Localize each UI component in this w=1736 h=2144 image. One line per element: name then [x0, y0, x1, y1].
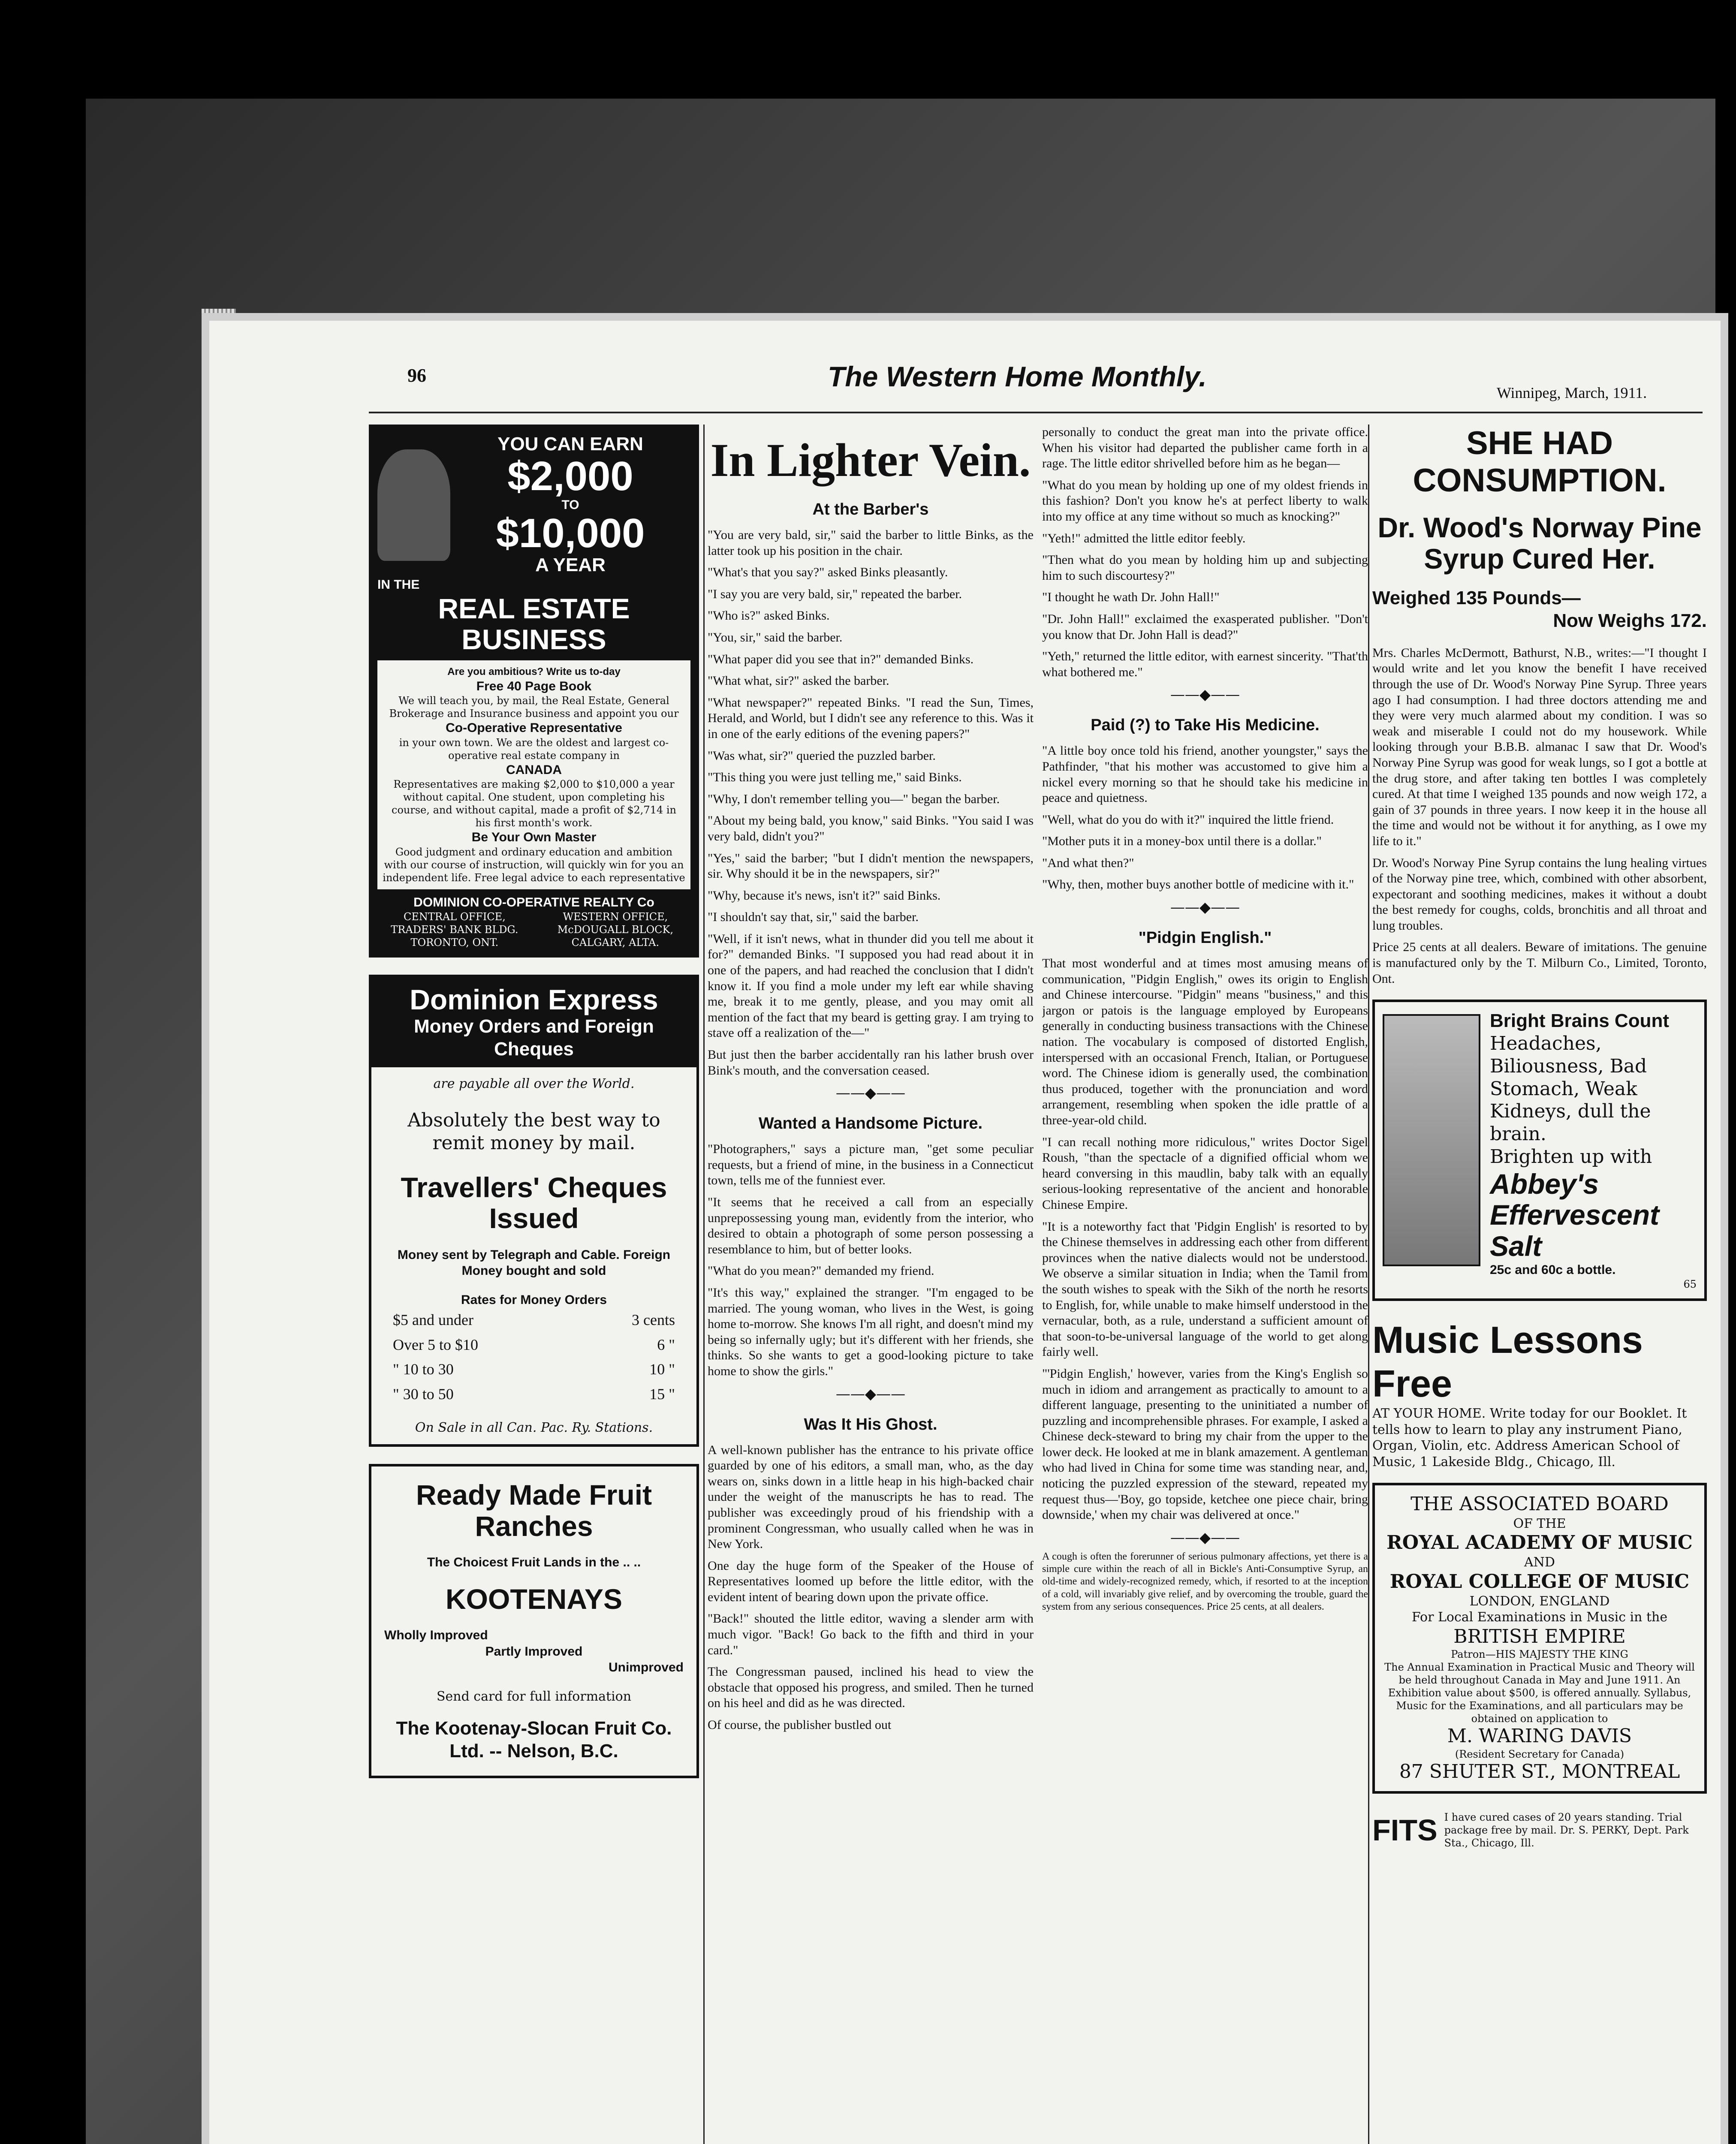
music-lessons-ad	[1372, 1318, 1707, 1470]
article-paragraph: "About my being bald, you know," said Binks. "You said I was very bald, didn't you?"	[708, 813, 1034, 843]
rate-row: Over 5 to $10 6 "	[393, 1336, 675, 1353]
ad-text: Good judgment and ordinary education and ambition with our course of instruction, will quickly win for you an independent life. Free legal advice to each representative	[383, 846, 685, 884]
ad-headline: Ready Made Fruit Ranches	[416, 1479, 652, 1542]
article-paragraph: "What paper did you see that in?" demanded Binks.	[708, 652, 974, 666]
ad-headline: ROYAL COLLEGE OF MUSIC	[1389, 1570, 1690, 1593]
article-paragraph: "Well, if it isn't news, what in thunder did you tell me about it for?" demanded Binks. "I supposed you had read about it in one of the papers, and had reached the conclusion that I didn't know it. If you find a mole under my left ear while shaving me, break it to me gently, please, and you may omit all mention of the fact that my beard is getting gray. I am trying to stave off a realization of the—"	[708, 931, 1034, 1040]
ad-headline: SHE HAD CONSUMPTION.	[1413, 425, 1667, 499]
article-paragraph: That most wonderful and at times most amusing means of communication, "Pidgin English," owes its origin to English and Chinese intercourse. "Pidgin" means "business," and this jargon or patois is the language employed by Europeans generally in conducting business transactions with the Chinese nation. The vocabulary is composed of distorted English, interspersed with an occasional French, Italian, or Portuguese word. The Chinese idiom is generally used, the combination thus produced, together with the pronunciation and word arrangement, resembling when spoken the idle prattle of a three-year-old child.	[1042, 956, 1368, 1127]
ornament-divider: ——◆——	[1170, 1529, 1240, 1546]
ad-text: Headaches, Biliousness, Bad Stomach, Weak Kidneys, dull the brain.	[1490, 1033, 1651, 1145]
ad-text: Representatives are making $2,000 to $10,000 a year without capital. One student, upon completing his course, and without capital, made a profit of $2,714 in his first month's work.	[392, 778, 676, 829]
rate-row: " 30 to 50 15 "	[393, 1385, 675, 1403]
rate-row: " 10 to 30 10 "	[393, 1361, 675, 1378]
portrait-image	[377, 449, 450, 561]
article-heading: Wanted a Handsome Picture.	[758, 1114, 983, 1133]
ad-column-left	[369, 425, 699, 2144]
ad-text: Unimproved	[608, 1660, 684, 1675]
article-paragraph: "I can recall nothing more ridiculous," writes Doctor Sigel Roush, "than the spectacle of a dignified official whom we heard conversing in this maudlin, baby talk with an equally serious-looking representative of the ancient and honorable Chinese Empire.	[1042, 1135, 1368, 1212]
ornament-divider: ——◆——	[1170, 899, 1240, 916]
article-paragraph: "What do you mean?" demanded my friend.	[708, 1264, 934, 1278]
ad-text: We will teach you, by mail, the Real Estate, General Brokerage and Insurance business and appoint you our	[389, 695, 679, 720]
ad-text: Be Your Own Master	[471, 830, 597, 845]
article-paragraph: "Yeth!" admitted the little editor feebly.	[1042, 531, 1246, 545]
ad-text: Mrs. Charles McDermott, Bathurst, N.B., writes:—"I thought I would write and let you know the benefit I have received through the use of Dr. Wood's Norway Pine Syrup. Three years ago I had consumption. I had three doctors attending me and they were very much alarmed about my condition. I was so weak and miserable I could not do my housework. While looking through your B.B.B. almanac I saw that Dr. Wood's Norway Pine Syrup was good for weak lungs, so I got a bottle at the drug store, and after taking ten bottles I was completely cured. At that time I weighed 135 pounds and now weigh 172, a gain of 37 pounds in three years. I now keep it in the house all the time and would not be without it for anything, as I owe my life to it."	[1372, 645, 1707, 848]
ad-amount: $2,000	[507, 453, 633, 499]
article-paragraph: "It's this way," explained the stranger. "I'm engaged to be married. The young woman, who lives in the West, is going home to-morrow. She knows I'm all right, and doesn't mind my being so infernally ugly; but it's different with her friends, she thinks. So she wants to get a good-looking picture to take home to show the girls."	[708, 1285, 1034, 1378]
article-paragraph: "Why, because it's news, isn't it?" said Binks.	[708, 888, 941, 903]
article-paragraph: "Then what do you mean by holding him up and subjecting him to such discourtesy?"	[1042, 553, 1368, 583]
article-paragraph: "I shouldn't say that, sir," said the barber.	[708, 910, 919, 924]
ornament-divider: ——◆——	[1170, 686, 1240, 704]
ad-text: CANADA	[506, 762, 562, 777]
article-paragraph: "Mother puts it in a money-box until there is a dollar."	[1042, 834, 1322, 849]
article-paragraph: "Why, I don't remember telling you—" began the barber.	[708, 792, 1000, 806]
section-title: In Lighter Vein.	[710, 434, 1031, 486]
ad-text: 25c and 60c a bottle.	[1490, 1262, 1616, 1277]
ad-column-right	[1372, 425, 1707, 2144]
article-paragraph: But just then the barber accidentally ran his lather brush over Bink's mouth, and the conversation ceased.	[708, 1048, 1034, 1078]
ad-text: Partly Improved	[485, 1644, 583, 1659]
article-paragraph: One day the huge form of the Speaker of the House of Representatives loomed up before the little editor, with the evident intent of bearing down upon the private office.	[708, 1558, 1034, 1604]
rates-table	[380, 1308, 688, 1406]
ad-brand: Abbey's Effervescent Salt	[1490, 1168, 1660, 1262]
ad-amount: $10,000	[496, 510, 645, 557]
article-paragraph: "It is a noteworthy fact that 'Pidgin English' is resorted to by the Chinese themselves in addressing each other from different provinces when the native dialects would not be understood. We observe a similar situation in India; when the Tamil from the south wishes to speak with the Sikh of the north he resorts to English, for, while unable to make himself understood in the vernacular, both, as a rule, understand a sufficient amount of that soon-to-be-universal language of the world to get along fairly well.	[1042, 1219, 1368, 1359]
article-paragraph: A well-known publisher has the entrance to his private office guarded by one of his editors, a small man, who, as the day wears on, sinks down in a little heap in his high-backed chair under the weight of the manuscripts he has to read. The publisher was exceedingly proud of his friendship with a prominent Congressman, who usually called when he was in New York.	[708, 1442, 1034, 1551]
masthead-title: The Western Home Monthly.	[828, 361, 1207, 392]
abbey-salt-ad	[1372, 1000, 1707, 1301]
ad-headline: ROYAL ACADEMY OF MUSIC	[1386, 1532, 1693, 1554]
consumption-ad	[1372, 425, 1707, 987]
article-paragraph: Of course, the publisher bustled out	[708, 1718, 892, 1732]
ad-text: in your own town. We are the oldest and largest co-operative real estate company in	[399, 736, 669, 762]
ad-text: I have cured cases of 20 years standing. Trial package free by mail. Dr. S. PERKY, Dept. Park Sta., Chicago, Ill.	[1444, 1811, 1689, 1849]
article-paragraph: "Yeth," returned the little editor, with earnest sincerity. "That'th what bothered me."	[1042, 649, 1368, 679]
ad-address: WESTERN OFFICE, McDOUGALL BLOCK, CALGARY, ALTA.	[557, 911, 674, 949]
column-rule	[1368, 425, 1369, 2144]
ad-text: Money sent by Telegraph and Cable. Foreign Money bought and sold	[397, 1247, 671, 1278]
cough-syrup-notice: A cough is often the forerunner of serious pulmonary affections, yet there is a simple cure within the reach of all in Bickle's Anti-Consumptive Syrup, an old-time and widely-recognized remedy, which, if resorted to at the inception of a cold, will invariably give relief, and by overcoming the trouble, guard the system from any serious consequences. Price 25 cents, at all dealers.	[1042, 1551, 1368, 1612]
article-column-2	[708, 425, 1034, 2144]
article-heading: Paid (?) to Take His Medicine.	[1091, 716, 1320, 735]
ad-company: DOMINION CO-OPERATIVE REALTY Co	[413, 895, 654, 909]
article-paragraph: "Why, then, mother buys another bottle of medicine with it."	[1042, 877, 1354, 892]
ad-headline: Money Orders and Foreign Cheques	[414, 1015, 654, 1060]
article-paragraph: The Congressman paused, inclined his head to view the obstacle that opposed his progress, and smiled. Then he turned on his heel and did as he was directed.	[708, 1665, 1034, 1710]
ad-headline: Bright Brains Count	[1490, 1010, 1669, 1032]
ad-text: Wholly Improved	[384, 1628, 488, 1643]
ad-text: M. WARING DAVIS	[1447, 1725, 1632, 1747]
ad-text: Co-Operative Representative	[446, 721, 622, 735]
ad-headline: Travellers' Cheques Issued	[401, 1171, 667, 1235]
article-paragraph: "What newspaper?" repeated Binks. "I read the Sun, Times, Herald, and World, but I didn't see any reference to this. Was it in one of the early editions of the evening papers?"	[708, 695, 1034, 741]
ad-text: Free 40 Page Book	[476, 679, 592, 693]
ad-company: The Kootenay-Slocan Fruit Co. Ltd. -- Nelson, B.C.	[396, 1718, 672, 1762]
ad-text: 65	[1683, 1278, 1697, 1291]
express-ad	[369, 975, 699, 1447]
article-paragraph: "What do you mean by holding up one of my oldest friends in this fashion? Don't you know he's at perfect liberty to walk into my office at any time without so much as knocking?"	[1042, 478, 1368, 524]
article-paragraph: "I say you are very bald, sir," repeated the barber.	[708, 587, 962, 601]
article-paragraph: "It seems that he received a call from an especially unprepossessing young man, evidently from the interior, who desired to obtain a photograph of some person possessing a resemblance to him, but of better looks.	[708, 1195, 1034, 1256]
article-paragraph: "And what then?"	[1042, 855, 1134, 870]
article-paragraph: "Well, what do you do with it?" inquired the little friend.	[1042, 812, 1334, 827]
ad-text: THE ASSOCIATED BOARD	[1410, 1493, 1669, 1515]
ad-text: Dr. Wood's Norway Pine Syrup contains the lung healing virtues of the Norway pine tree, which, combined with other absorbent, expectorant and soothing medicines, makes it without a doubt the best remedy for coughs, colds, bronchitis and all throat and lung troubles.	[1372, 855, 1707, 933]
ad-address: 87 SHUTER ST., MONTREAL	[1399, 1761, 1680, 1783]
ad-headline: Dr. Wood's Norway Pine Syrup Cured Her.	[1377, 512, 1702, 575]
ad-text: are payable all over the World.	[433, 1076, 635, 1092]
article-paragraph: "Photographers," says a picture man, "get some peculiar requests, but a friend of mine, in the business in a Connecticut town, tells me of the funniest ever.	[708, 1142, 1034, 1188]
ornament-divider: ——◆——	[835, 1084, 906, 1102]
rate-row: $5 and under 3 cents	[393, 1311, 675, 1329]
ad-text: (Resident Secretary for Canada)	[1455, 1748, 1624, 1761]
ornament-divider: ——◆——	[835, 1385, 906, 1403]
ad-text: Rates for Money Orders	[461, 1292, 607, 1307]
ad-text: Weighed 135 Pounds—	[1372, 587, 1581, 609]
article-paragraph: "What's that you say?" asked Binks pleasantly.	[708, 565, 948, 580]
ad-text: Patron—HIS MAJESTY THE KING	[1451, 1648, 1628, 1661]
article-column-3	[1042, 425, 1368, 2144]
article-paragraph: "You are very bald, sir," said the barber to little Binks, as the latter took up his position in the chair.	[708, 528, 1034, 558]
article-heading: Was It His Ghost.	[804, 1415, 937, 1433]
ad-text: Price 25 cents at all dealers. Beware of imitations. The genuine is manufactured only by the T. Milburn Co., Limited, Toronto, Ont.	[1372, 940, 1707, 986]
ad-text: On Sale in all Can. Pac. Ry. Stations.	[415, 1420, 653, 1435]
salt-bottle-image	[1383, 1014, 1480, 1266]
ad-text: Send card for full information	[436, 1689, 632, 1704]
article-paragraph: "Who is?" asked Binks.	[708, 608, 830, 623]
royal-academy-ad	[1372, 1483, 1707, 1794]
article-paragraph: "This thing you were just telling me," said Binks.	[708, 770, 962, 785]
article-paragraph: "I thought he wath Dr. John Hall!"	[1042, 590, 1220, 605]
ad-headline: FITS	[1372, 1813, 1438, 1847]
ad-text: TO	[561, 497, 579, 512]
article-heading: "Pidgin English."	[1138, 929, 1272, 947]
article-paragraph: "Back!" shouted the little editor, waving a slender arm with much vigor. "Back! Go back to the fifth and third in your card."	[708, 1611, 1034, 1657]
ad-text: OF THE	[1513, 1516, 1566, 1531]
fits-ad	[1372, 1811, 1707, 1849]
article-paragraph: "Was what, sir?" queried the puzzled barber.	[708, 748, 936, 763]
ad-text: Now Weighs 172.	[1553, 610, 1707, 631]
article-paragraph: "Dr. John Hall!" exclaimed the exasperated publisher. "Don't you know that Dr. John Hall is dead?"	[1042, 611, 1368, 642]
issue-date: Winnipeg, March, 1911.	[1497, 384, 1647, 401]
ad-address: CENTRAL OFFICE, TRADERS' BANK BLDG. TORONTO, ONT.	[391, 911, 518, 949]
article-paragraph: personally to conduct the great man into the private office. When his visitor had departed the publisher came forth in a rage. The little editor shrivelled before him as he began—	[1042, 425, 1368, 471]
ad-text: IN THE	[377, 578, 420, 592]
realestate-ad	[369, 425, 699, 958]
article-paragraph: "'Pidgin English,' however, varies from the King's English so much in idiom and arrangement as practically to amount to a different language, presenting to the uninitiated a number of puzzling and incomprehensible phrases. For example, I asked a Chinese deck-steward to bring my chair from the upper to the lower deck. He looked at me in blank amazement. A gentleman who had lived in China for some time was standing near, and, noticing the puzzled expression of the steward, repeated my request thus—'Boy, go topside, ketchee one piece chair, bring downside,' when my chair was delivered at once."	[1042, 1366, 1368, 1522]
ad-text: Are you ambitious? Write us to-day	[447, 665, 621, 678]
ad-text: AT YOUR HOME. Write today for our Booklet. It tells how to learn to play any instrument Piano, Organ, Violin, etc. Address American School of Music, 1 Lakeside Bldg., Chicago, Ill.	[1372, 1406, 1687, 1469]
ad-text: Brighten up with	[1490, 1146, 1652, 1168]
article-paragraph: "Yes," said the barber; "but I didn't mention the newspapers, sir. Why should it be in the newspapers, sir?"	[708, 851, 1034, 881]
ad-text: The Choicest Fruit Lands in the .. ..	[427, 1555, 641, 1570]
page-number: 96	[407, 365, 426, 386]
column-rule	[703, 425, 705, 2144]
ad-text: Absolutely the best way to remit money by mail.	[407, 1109, 660, 1154]
ad-headline: KOOTENAYS	[446, 1583, 622, 1615]
ad-text: The Annual Examination in Practical Music and Theory will be held throughout Canada in May and June 1911. An Exhibition value about $500, is offered annually. Syllabus, Music for the Examinations, and all particulars may be obtained on application to	[1384, 1661, 1695, 1725]
article-heading: At the Barber's	[812, 500, 929, 518]
ad-text: LONDON, ENGLAND	[1469, 1593, 1610, 1609]
ad-text: For Local Examinations in Music in the	[1411, 1610, 1668, 1625]
ad-headline: Music Lessons Free	[1372, 1319, 1643, 1405]
ad-text: A YEAR	[535, 554, 606, 576]
article-paragraph: "A little boy once told his friend, another youngster," says the Pathfinder, "that his mother was accustomed to give him a nickel every morning so that he should take his medicine in peace and quietness.	[1042, 744, 1368, 805]
article-paragraph: "You, sir," said the barber.	[708, 630, 843, 644]
ad-text: BRITISH EMPIRE	[1453, 1625, 1626, 1647]
ad-headline: REAL ESTATE BUSINESS	[438, 592, 630, 656]
header-rule	[369, 412, 1703, 413]
article-paragraph: "What what, sir?" asked the barber.	[708, 674, 889, 688]
ad-headline: Dominion Express	[410, 984, 658, 1016]
ad-headline: YOU CAN EARN	[497, 434, 643, 455]
ad-text: AND	[1524, 1555, 1555, 1570]
fruit-ranch-ad	[369, 1464, 699, 1778]
